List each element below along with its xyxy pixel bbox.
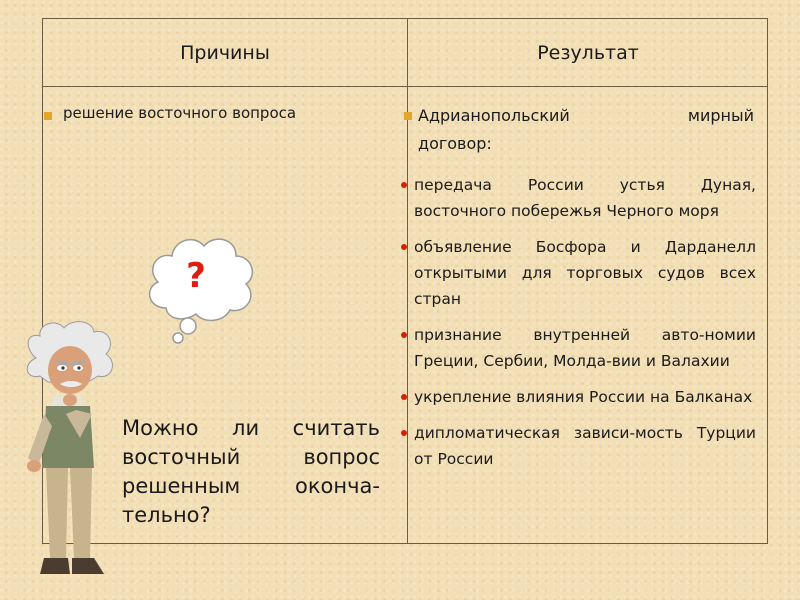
round-bullet-icon — [401, 430, 407, 436]
question-text: Можно ли считать восточный вопрос решенным оконча-тельно? — [122, 416, 380, 527]
result-list — [398, 172, 756, 482]
round-bullet-icon — [401, 182, 407, 188]
result-item-text: объявление Босфора и Дарданелл открытыми для торговых судов всех стран — [414, 238, 756, 308]
result-title-line2: договор: — [418, 134, 492, 153]
result-title-line1: Адрианопольский мирный — [418, 106, 754, 125]
result-item — [398, 234, 756, 312]
result-item — [398, 420, 756, 472]
header-causes: Причины — [180, 41, 270, 64]
cause-item: решение восточного вопроса — [63, 104, 297, 122]
result-item-text: укрепление влияния России на Балканах — [414, 388, 753, 406]
result-item — [398, 322, 756, 374]
result-item-text: признание внутренней авто-номии Греции, Сербии, Молда-вии и Валахии — [414, 326, 756, 370]
round-bullet-icon — [401, 244, 407, 250]
result-item — [398, 172, 756, 224]
header-divider — [43, 86, 767, 87]
round-bullet-icon — [401, 332, 407, 338]
result-title — [418, 102, 754, 158]
round-bullet-icon — [401, 394, 407, 400]
square-bullet-icon — [44, 112, 52, 120]
question-mark: ? — [186, 256, 206, 296]
thinking-character-illustration — [18, 318, 130, 596]
result-item-text: передача России устья Дуная, восточного побережья Черного моря — [414, 176, 756, 220]
result-item — [398, 384, 756, 410]
square-bullet-icon — [404, 112, 412, 120]
header-result: Результат — [537, 41, 639, 64]
thought-cloud-icon — [138, 222, 264, 346]
result-item-text: дипломатическая зависи-мость Турции от России — [414, 424, 756, 468]
